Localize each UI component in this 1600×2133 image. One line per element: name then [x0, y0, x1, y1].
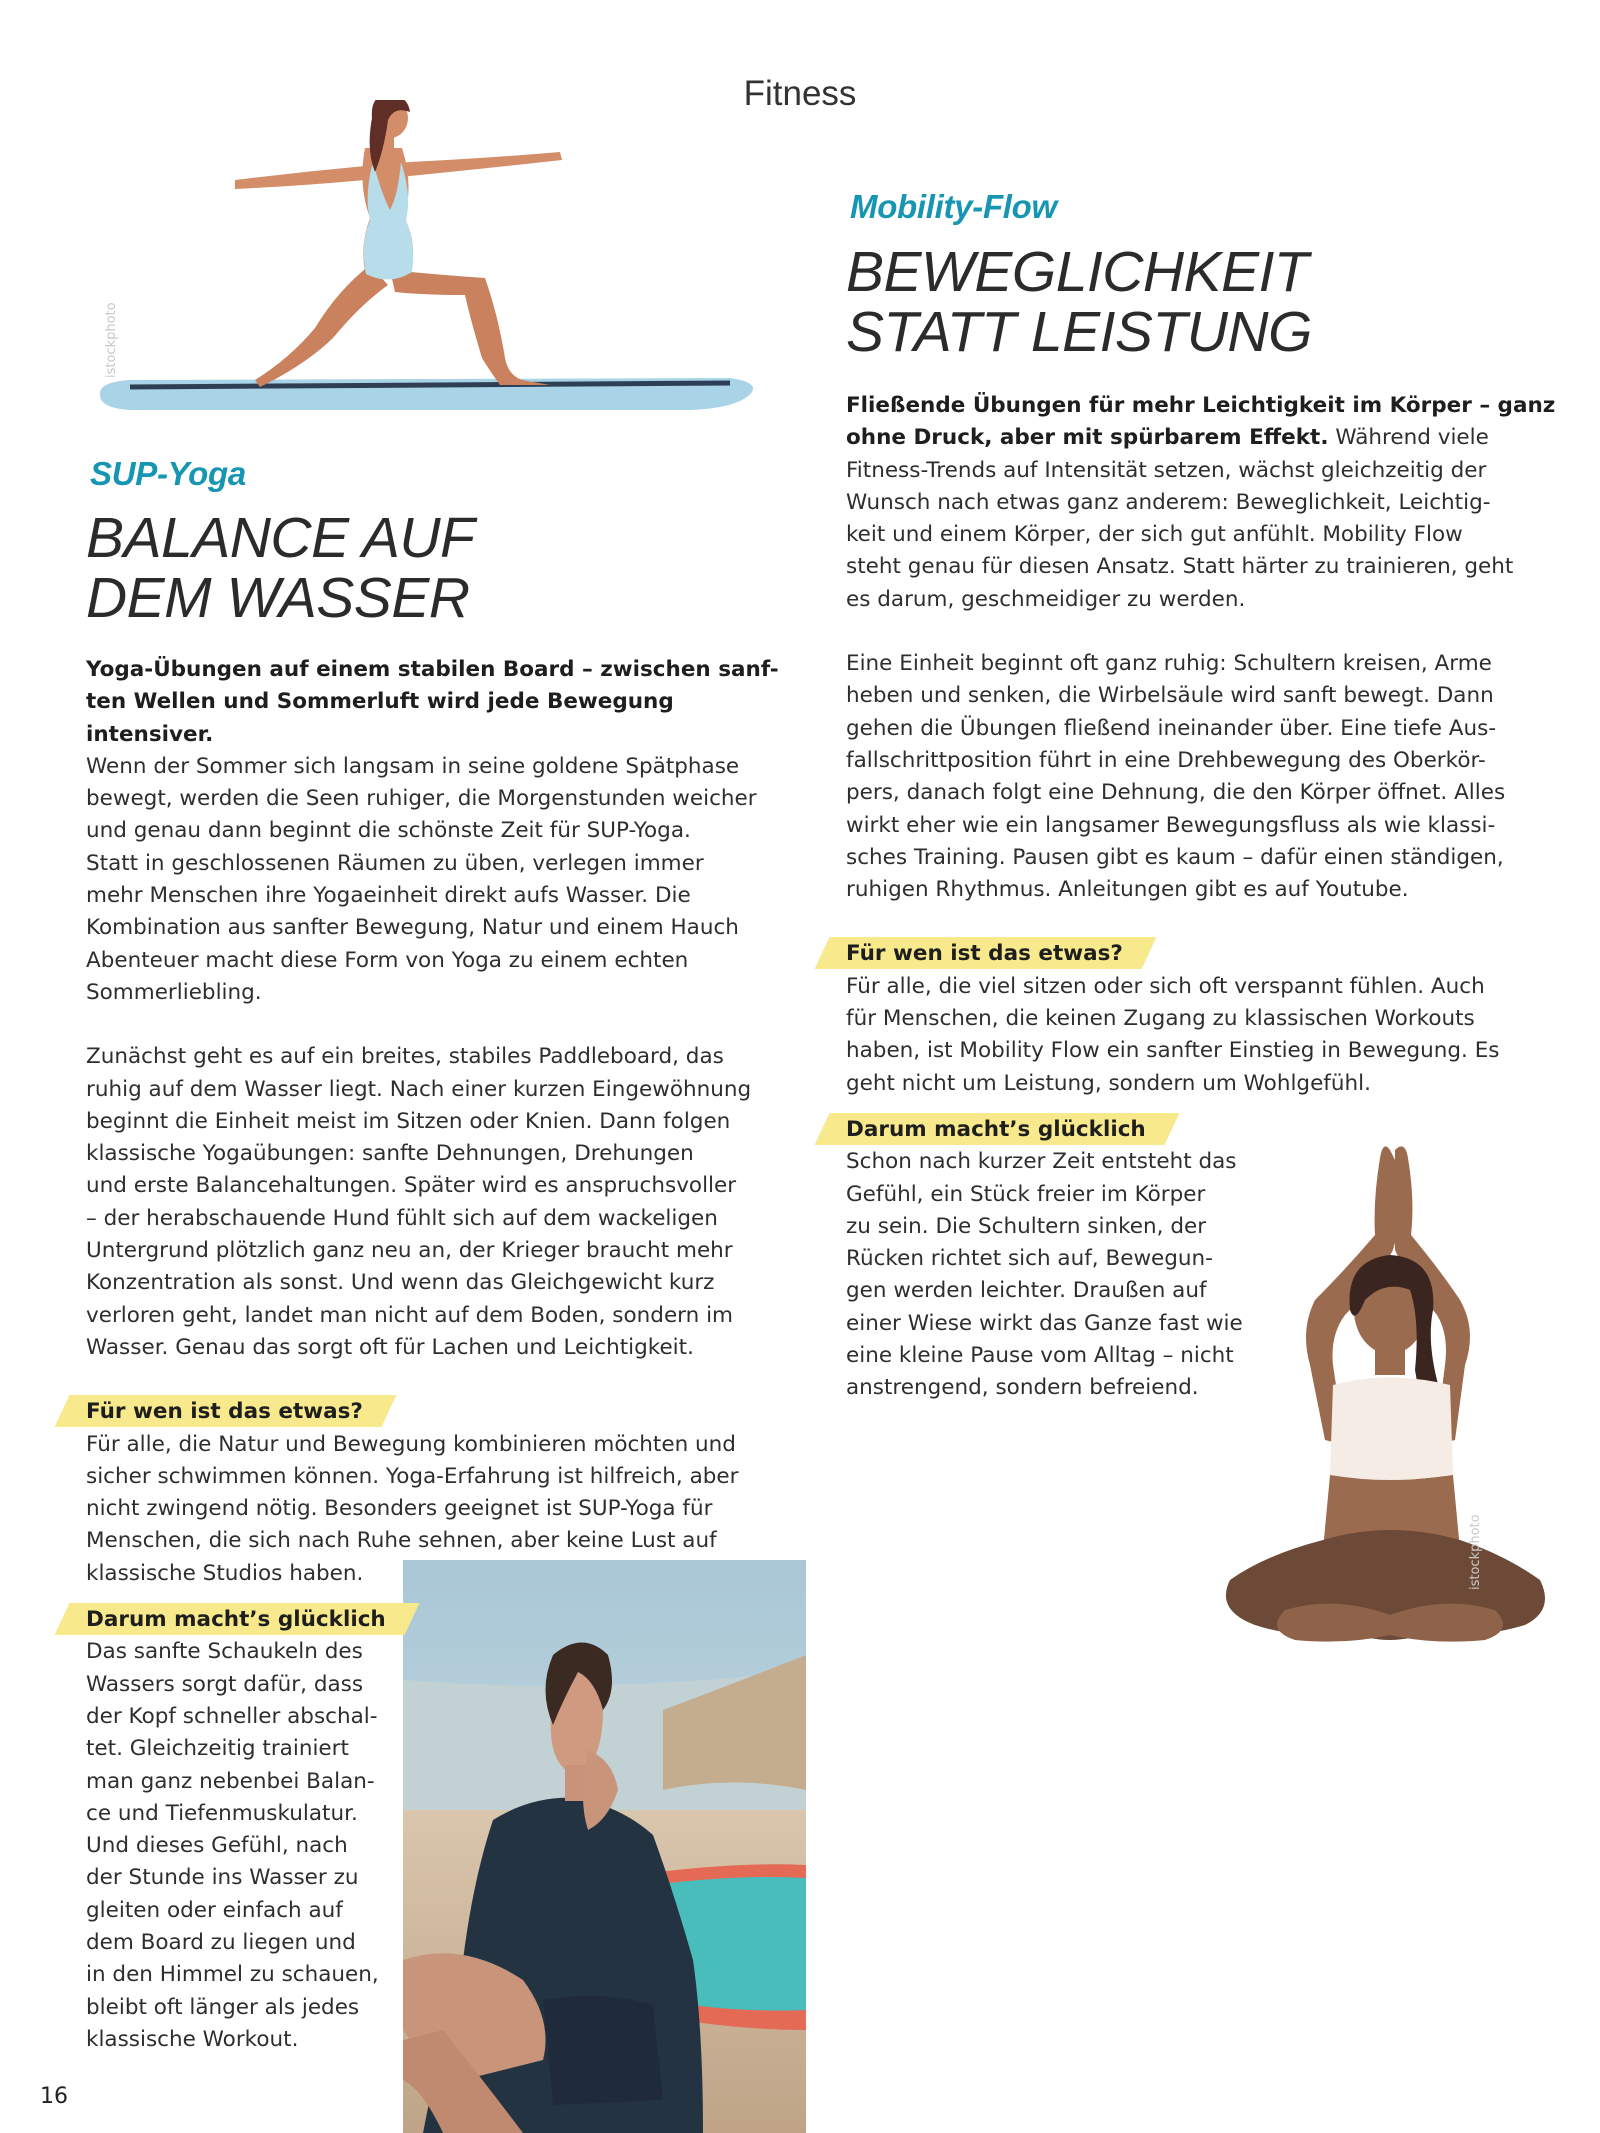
body-line: Wassers sorgt dafür, dass [86, 1671, 364, 1697]
beach-woman-photo [403, 1560, 806, 2133]
page-number: 16 [40, 2084, 68, 2109]
body-line: keit und einem Körper, der sich gut anfühlt. Mobility Flow [846, 522, 1463, 548]
body-line: Rücken richtet sich auf, Bewegun- [846, 1246, 1213, 1272]
left-headline-line: DEM WASSER [86, 566, 470, 630]
body-line: dem Board zu liegen und [86, 1929, 356, 1955]
body-line: der Kopf schneller abschal- [86, 1703, 378, 1729]
left-lead-line: ten Wellen und Sommerluft wird jede Bewegung intensiver. [86, 689, 674, 747]
body-line: klassische Yogaübungen: sanfte Dehnungen, Drehungen [86, 1141, 694, 1167]
body-line: gleiten oder einfach auf [86, 1897, 343, 1923]
body-line: eine kleine Pause vom Alltag – nicht [846, 1343, 1234, 1369]
body-line: haben, ist Mobility Flow ein sanfter Einstieg in Bewegung. Es [846, 1038, 1500, 1064]
body-line: heben und senken, die Wirbelsäule wird sanft bewegt. Dann [846, 683, 1494, 709]
right-kicker: Mobility-Flow [850, 188, 1057, 225]
body-line: mehr Menschen ihre Yogaeinheit direkt aufs Wasser. Die [86, 883, 691, 909]
body-line: ruhigen Rhythmus. Anleitungen gibt es auf Youtube. [846, 877, 1409, 903]
body-line: und genau dann beginnt die schönste Zeit für SUP-Yoga. [86, 818, 691, 844]
body-line: Menschen, die sich nach Ruhe sehnen, aber keine Lust auf [86, 1528, 717, 1554]
body-line: der Stunde ins Wasser zu [86, 1865, 359, 1891]
body-line: man ganz nebenbei Balan- [86, 1768, 375, 1794]
body-line: Gefühl, ein Stück freier im Körper [846, 1181, 1206, 1207]
body-line: bleibt oft länger als jedes [86, 1994, 360, 2020]
body-line: tet. Gleichzeitig trainiert [86, 1736, 349, 1762]
body-line: zu sein. Die Schultern sinken, der [846, 1213, 1207, 1239]
body-line: Abenteuer macht diese Form von Yoga zu einem echten [86, 947, 689, 973]
meditation-illustration [1215, 1140, 1555, 1700]
body-line: wirkt eher wie ein langsamer Bewegungsfluss als wie klassi- [846, 812, 1496, 838]
body-line: klassische Studios haben. [86, 1560, 364, 1586]
left-kicker: SUP-Yoga [90, 455, 246, 492]
body-line: nicht zwingend nötig. Besonders geeignet ist SUP-Yoga für [86, 1496, 713, 1522]
image-credit: istockphoto [104, 302, 119, 378]
body-line: Zunächst geht es auf ein breites, stabiles Paddleboard, das [86, 1044, 724, 1070]
body-line: und erste Balancehaltungen. Später wird es anspruchsvoller [86, 1173, 737, 1199]
body-line: anstrengend, sondern befreiend. [846, 1375, 1199, 1401]
body-line: – der herabschauende Hund fühlt sich auf dem wackeligen [86, 1205, 718, 1231]
body-line: steht genau für diesen Ansatz. Statt härter zu trainieren, geht [846, 554, 1514, 580]
left-headline-line: BALANCE AUF [86, 506, 475, 570]
left-headline [86, 508, 474, 628]
body-line: Wenn der Sommer sich langsam in seine goldene Spätphase [86, 753, 740, 779]
body-line: Kombination aus sanfter Bewegung, Natur und einem Hauch [86, 915, 739, 941]
section-label: Fitness [743, 74, 857, 113]
body-line: Statt in geschlossenen Räumen zu üben, verlegen immer [86, 850, 704, 876]
right-happy-tag: Darum macht’s glücklich [846, 1114, 1172, 1146]
body-line: Konzentration als sonst. Und wenn das Gleichgewicht kurz [86, 1270, 715, 1296]
body-line: Wunsch nach etwas ganz anderem: Beweglichkeit, Leichtig- [846, 489, 1491, 515]
body-line: Das sanfte Schaukeln des [86, 1639, 363, 1665]
body-line: pers, danach folgt eine Dehnung, die den Körper öffnet. Alles [846, 780, 1506, 806]
body-line: gen werden leichter. Draußen auf [846, 1278, 1207, 1304]
body-line: Sommerliebling. [86, 979, 262, 1005]
left-happy-tag: Darum macht’s glücklich [86, 1604, 412, 1636]
body-line: Für alle, die Natur und Bewegung kombinieren möchten und [86, 1431, 736, 1457]
right-for-whom-tag: Für wen ist das etwas? [846, 938, 1149, 970]
body-line: Wasser. Genau das sorgt oft für Lachen und Leichtigkeit. [86, 1334, 694, 1360]
body-line: geht nicht um Leistung, sondern um Wohlgefühl. [846, 1070, 1371, 1096]
left-lead-line: Yoga-Übungen auf einem stabilen Board – zwischen sanf- [86, 657, 779, 682]
left-for-whom-tag: Für wen ist das etwas? [86, 1396, 389, 1428]
sup-yoga-illustration [90, 100, 760, 420]
right-lead-line: ohne Druck, aber mit spürbarem Effekt. [846, 425, 1329, 451]
body-line: sches Training. Pausen gibt es kaum – dafür einen ständigen, [846, 844, 1504, 870]
body-line: Eine Einheit beginnt oft ganz ruhig: Schultern kreisen, Arme [846, 651, 1492, 677]
body-line: für Menschen, die keinen Zugang zu klassischen Workouts [846, 1006, 1475, 1032]
body-line: es darum, geschmeidiger zu werden. [846, 586, 1246, 612]
body-line: Fitness-Trends auf Intensität setzen, wächst gleichzeitig der [846, 457, 1487, 483]
body-line: ce und Tiefenmuskulatur. [86, 1800, 358, 1826]
body-line: Schon nach kurzer Zeit entsteht das [846, 1149, 1237, 1175]
body-line: gehen die Übungen fließend ineinander über. Eine tiefe Aus- [846, 715, 1497, 741]
body-line: ruhig auf dem Wasser liegt. Nach einer kurzen Eingewöhnung [86, 1076, 752, 1102]
body-line: Untergrund plötzlich ganz neu an, der Krieger braucht mehr [86, 1238, 733, 1264]
body-line: verloren geht, landet man nicht auf dem Boden, sondern im [86, 1302, 734, 1328]
body-line: einer Wiese wirkt das Ganze fast wie [846, 1310, 1243, 1336]
body-line: Für alle, die viel sitzen oder sich oft verspannt fühlen. Auch [846, 973, 1485, 999]
body-line: beginnt die Einheit meist im Sitzen oder Knien. Dann folgen [86, 1108, 731, 1134]
body-line: sicher schwimmen können. Yoga-Erfahrung ist hilfreich, aber [86, 1463, 739, 1489]
body-line: bewegt, werden die Seen ruhiger, die Morgenstunden weicher [86, 786, 757, 812]
body-line: fallschrittposition führt in eine Drehbewegung des Oberkör- [846, 747, 1486, 773]
body-line: klassische Workout. [86, 2026, 299, 2052]
body-line: Und dieses Gefühl, nach [86, 1833, 348, 1859]
right-headline-line: STATT LEISTUNG [846, 300, 1312, 364]
right-lead-line: Fließende Übungen für mehr Leichtigkeit im Körper – ganz [846, 393, 1556, 418]
right-headline-line: BEWEGLICHKEIT [846, 240, 1309, 304]
body-line: Während viele [1328, 425, 1489, 451]
image-credit: istockphoto [1468, 1514, 1483, 1590]
body-line: in den Himmel zu schauen, [86, 1962, 379, 1988]
right-headline [846, 242, 1312, 362]
